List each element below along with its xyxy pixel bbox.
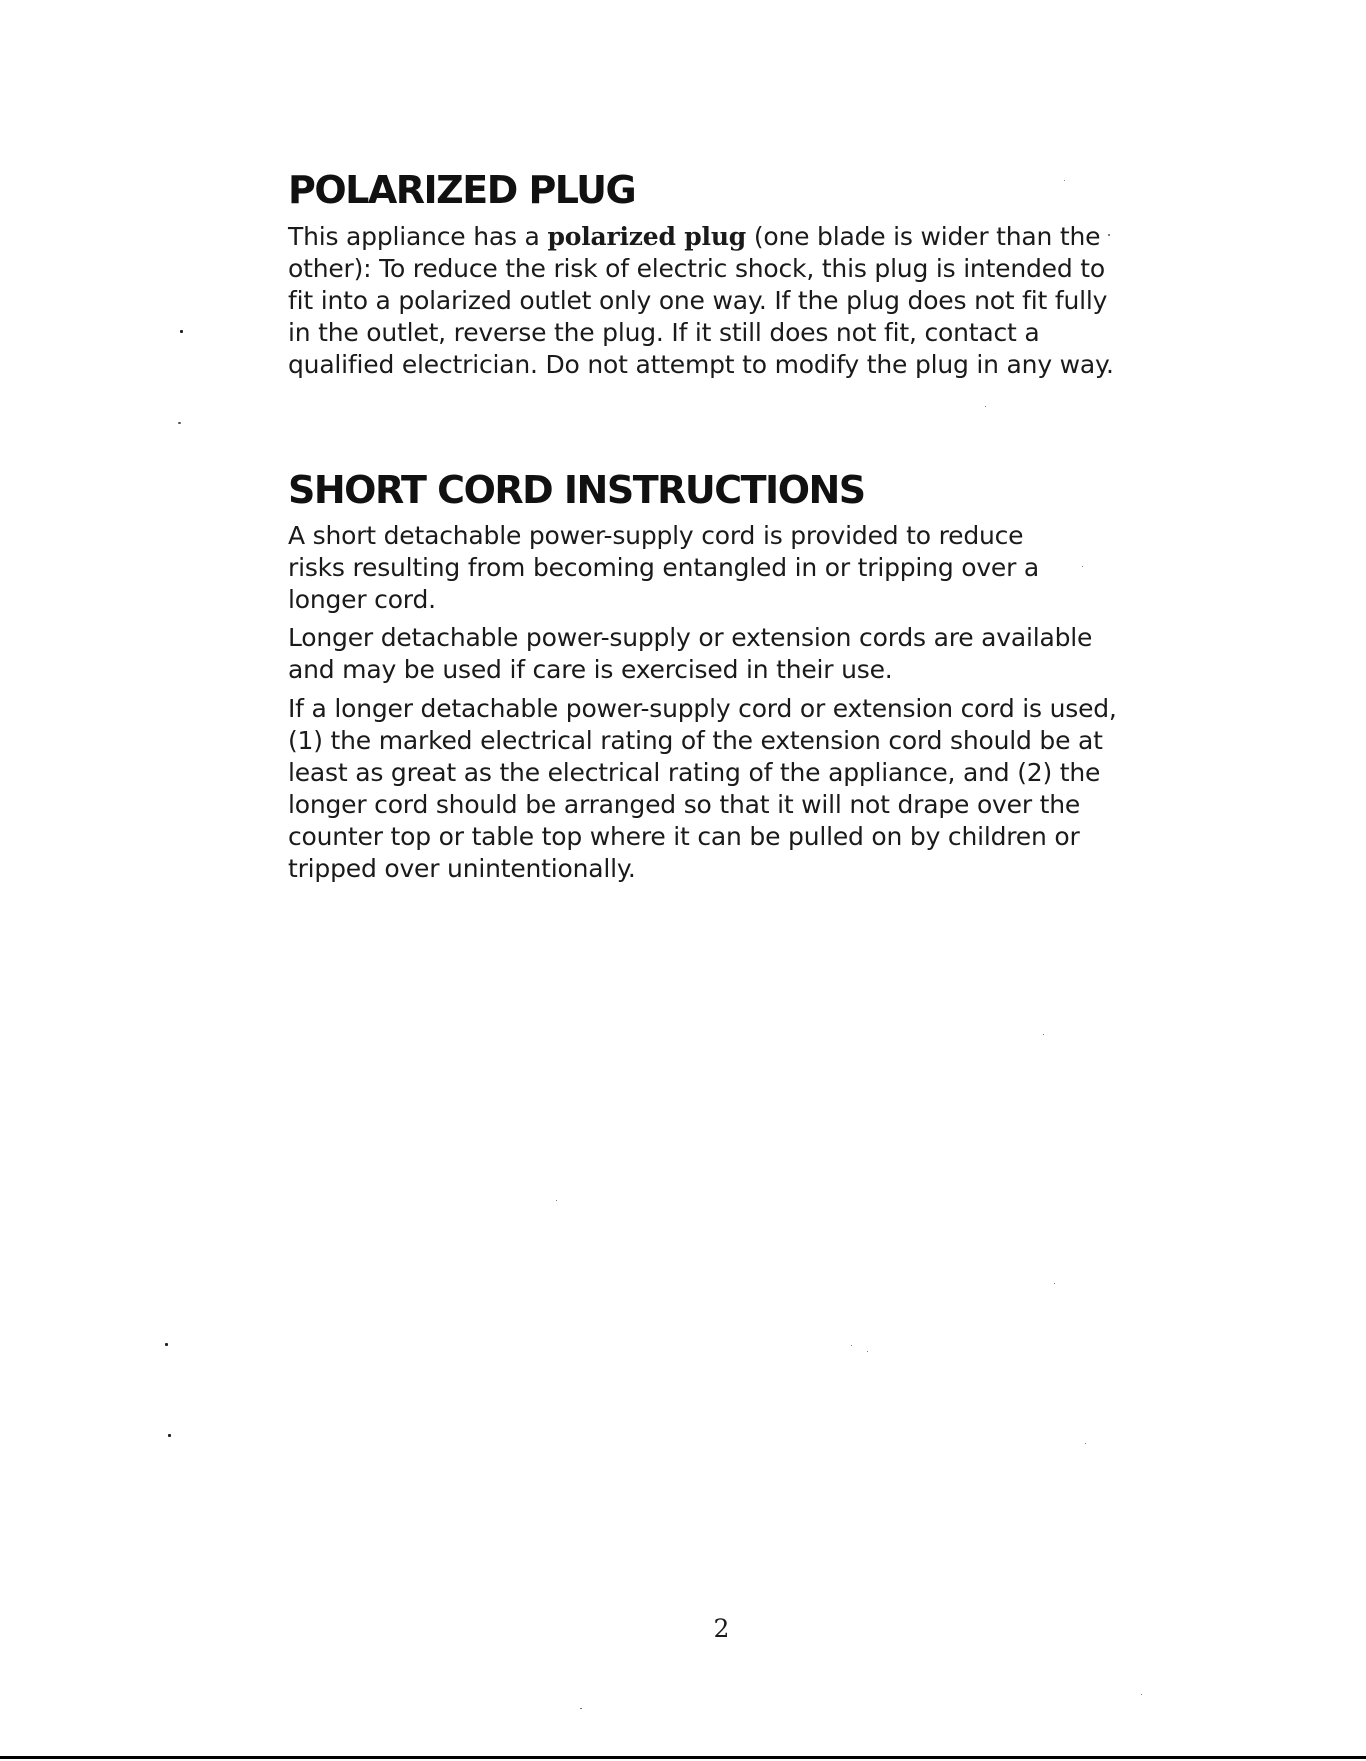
text-segment: (one blade is wider than the (746, 222, 1101, 251)
scan-speck (851, 1345, 852, 1346)
scan-speck (580, 1708, 582, 1709)
scan-speck (1108, 234, 1110, 236)
paragraph-line: counter top or table top where it can be pulled on by children or (288, 822, 1080, 851)
scan-speck (1064, 180, 1065, 181)
scan-speck (867, 1351, 868, 1352)
paragraph-line: least as great as the electrical rating of the appliance, and (2) the (288, 758, 1101, 787)
scan-speck (985, 406, 986, 407)
paragraph-line: qualified electrician. Do not attempt to modify the plug in any way. (288, 350, 1114, 379)
scan-speck (556, 1200, 557, 1201)
paragraph-line: risks resulting from becoming entangled in or tripping over a (288, 553, 1040, 582)
paragraph-line: tripped over unintentionally. (288, 854, 636, 883)
polarized-plug-heading: POLARIZED PLUG (288, 168, 636, 212)
scan-speck (165, 1343, 168, 1346)
paragraph-line: in the outlet, reverse the plug. If it still does not fit, contact a (288, 318, 1040, 347)
paragraph-line: longer cord should be arranged so that it will not drape over the (288, 790, 1081, 819)
paragraph-line (288, 221, 1188, 253)
scan-speck (178, 422, 181, 424)
scan-speck (1082, 566, 1083, 567)
scan-bottom-edge (0, 1756, 1366, 1759)
paragraph-line: longer cord. (288, 585, 436, 614)
paragraph-line: If a longer detachable power-supply cord or extension cord is used, (288, 694, 1117, 723)
scan-speck (180, 330, 183, 333)
paragraph-line: fit into a polarized outlet only one way. If the plug does not fit fully (288, 286, 1108, 315)
text-segment: This appliance has a (288, 222, 548, 251)
paragraph-line: and may be used if care is exercised in their use. (288, 655, 893, 684)
scan-speck (168, 1434, 171, 1437)
paragraph-line: (1) the marked electrical rating of the extension cord should be at (288, 726, 1103, 755)
scan-speck (1085, 1443, 1086, 1444)
scan-speck (1054, 1283, 1055, 1284)
paragraph-line: A short detachable power-supply cord is provided to reduce (288, 521, 1024, 550)
short-cord-paragraph-2 (288, 622, 1188, 686)
polarized-plug-term: polarized plug (547, 222, 747, 251)
page-number: 2 (713, 1614, 730, 1643)
short-cord-paragraph-1 (288, 520, 1188, 616)
short-cord-heading: SHORT CORD INSTRUCTIONS (288, 468, 865, 512)
scan-speck (1141, 1694, 1142, 1695)
paragraph-line: other): To reduce the risk of electric shock, this plug is intended to (288, 254, 1105, 283)
polarized-plug-paragraph (288, 221, 1188, 381)
scan-speck (1043, 1034, 1044, 1035)
paragraph-line: Longer detachable power-supply or extension cords are available (288, 623, 1093, 652)
short-cord-paragraph-3 (288, 693, 1188, 885)
